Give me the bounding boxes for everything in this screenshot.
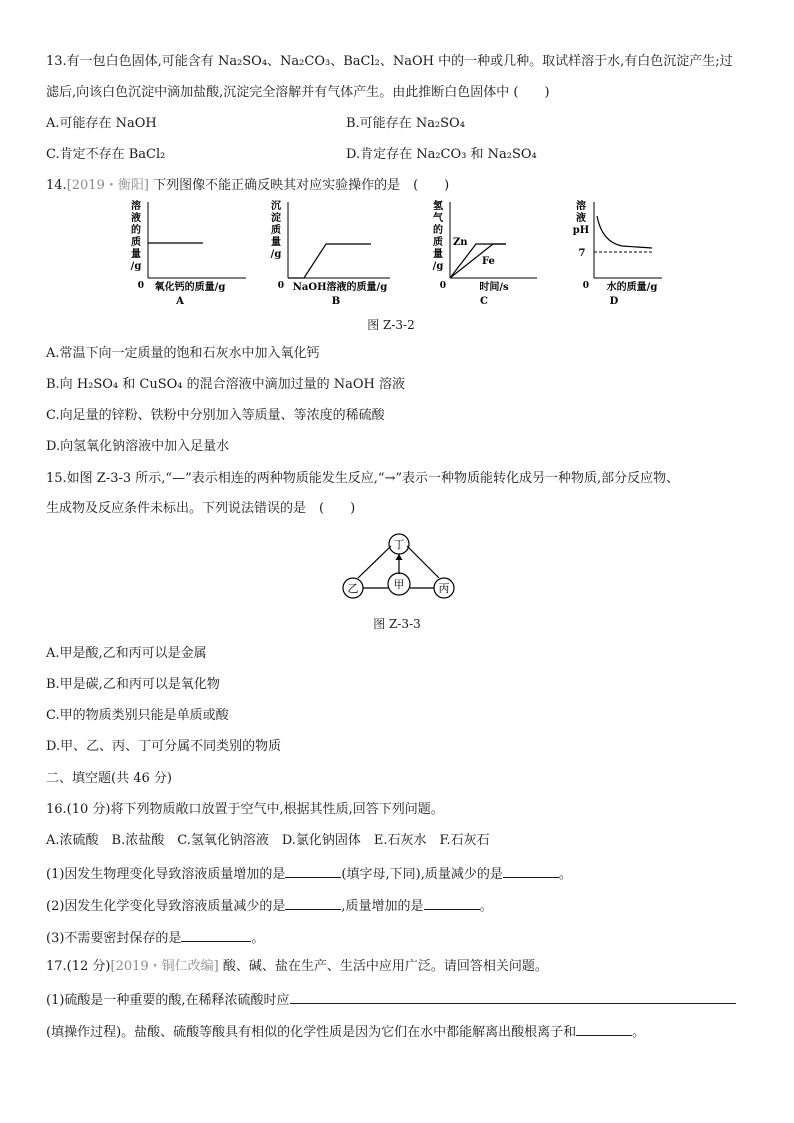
q16-blank-2[interactable]: [503, 864, 559, 878]
figure-z-3-2-caption: 图 Z-3-2: [367, 318, 415, 332]
graph-d-seven: 7: [578, 248, 586, 259]
graph-d-xlabel: 水的质量/g: [606, 282, 658, 293]
graph-b-origin: 0: [277, 281, 284, 291]
graph-c-fe-label: Fe: [482, 256, 495, 267]
graph-c-origin: 0: [439, 281, 446, 291]
graph-c-zn-label: Zn: [453, 237, 468, 248]
node-yi-label: 乙: [347, 582, 359, 595]
q13-options-row2: [46, 146, 756, 164]
graph-a-ylabel-1: 溶: [131, 201, 141, 212]
q16-part-2-text-c: 。: [479, 899, 493, 914]
graph-b-curve: [288, 244, 371, 278]
q13-stem-line1: 13.有一包白色固体,可能含有 Na₂SO₄、Na₂CO₃、BaCl₂、NaOH 中的一种或几种。取试样溶于水,有白色沉淀产生;过: [46, 54, 733, 69]
arrowhead-icon: [396, 554, 403, 560]
graph-b-xlabel: NaOH溶液的质量/g: [292, 282, 388, 293]
q17-source: [2019・铜仁改编]: [110, 959, 219, 974]
graph-d-letter: D: [609, 296, 619, 307]
q16-blank-4[interactable]: [424, 896, 480, 910]
graph-b-ylabel-1: 沉: [271, 201, 281, 212]
graph-c: [430, 198, 540, 308]
q16-part-1: [46, 864, 756, 884]
graph-b-ylabel-3: 质: [271, 225, 281, 236]
q16-part-3-text-a: (3)不需要密封保存的是: [46, 931, 182, 946]
graph-b-ylabel-2: 淀: [271, 213, 281, 224]
graph-a-letter: A: [176, 296, 184, 307]
graph-d-ylabel-3: pH: [572, 225, 590, 236]
q17-stem: [46, 958, 756, 976]
figure-z-3-3-diagram: [336, 526, 460, 606]
graph-b-letter: B: [331, 296, 341, 307]
graph-a-ylabel-6: /g: [130, 261, 142, 272]
graph-c-ylabel-2: 气: [433, 213, 443, 224]
q13-option-c: C.肯定不存在 BaCl₂: [46, 147, 166, 162]
q14-option-c: C.向足量的锌粉、铁粉中分别加入等质量、等浓度的稀硫酸: [46, 408, 385, 423]
graph-a-origin: 0: [137, 281, 144, 291]
q16-blank-3[interactable]: [285, 896, 341, 910]
q17-part-1-text-b: (填操作过程)。盐酸、硫酸等酸具有相似的化学性质是因为它们在水中都能解离出酸根离子和: [46, 1025, 577, 1040]
q17-part-1-text-a: (1)硫酸是一种重要的酸,在稀释浓硫酸时应: [46, 993, 290, 1008]
q15-option-a: A.甲是酸,乙和丙可以是金属: [46, 646, 207, 661]
q16-part-1-text-b: (填字母,下同),质量减少的是: [341, 867, 503, 882]
graph-a-ylabel-5: 量: [131, 249, 141, 260]
q16-part-3-text-b: 。: [251, 931, 265, 946]
q17-blank-1[interactable]: [290, 990, 736, 1004]
q14-source: [2019・衡阳]: [66, 178, 149, 193]
q14-stem-text: 下列图像不能正确反映其对应实验操作的是 ( ): [153, 178, 450, 193]
q14-option-a: A.常温下向一定质量的饱和石灰水中加入氧化钙: [46, 346, 320, 361]
q16-options: A.浓硫酸 B.浓盐酸 C.氢氧化钠溶液 D.氯化钠固体 E.石灰水 F.石灰石: [46, 833, 490, 848]
graph-d-origin: 0: [582, 281, 589, 291]
q17-blank-2[interactable]: [576, 1022, 632, 1036]
section-2-heading: 二、填空题(共 46 分): [46, 771, 172, 786]
q16-part-1-text-a: (1)因发生物理变化导致溶液质量增加的是: [46, 867, 286, 882]
q13-option-b: B.可能存在 Na₂SO₄: [346, 116, 465, 131]
q13-option-a: A.可能存在 NaOH: [46, 116, 157, 131]
node-bing-label: 丙: [438, 582, 450, 595]
graph-d-curve: [597, 216, 652, 248]
q14-option-b: B.向 H₂SO₄ 和 CuSO₄ 的混合溶液中滴加过量的 NaOH 溶液: [46, 377, 406, 392]
graph-a: [128, 198, 248, 308]
q17-number: 17.(12 分): [46, 959, 111, 974]
graph-c-ylabel-1: 氢: [433, 201, 443, 212]
q15-stem-line2: 生成物及反应条件未标出。下列说法错误的是 ( ): [46, 501, 356, 516]
graph-c-ylabel-3: 的: [433, 225, 443, 236]
graph-c-ylabel-5: 量: [433, 249, 443, 260]
graph-c-ylabel-6: /g: [432, 261, 444, 272]
graph-c-letter: C: [480, 296, 488, 307]
q16-part-2-text-b: ,质量增加的是: [341, 899, 424, 914]
graph-c-fe-curve: [450, 244, 506, 278]
q16-part-2: [46, 896, 756, 916]
q17-part-1-line2: [46, 1022, 756, 1042]
graph-d-ylabel-2: 液: [576, 213, 586, 224]
node-ding-label: 丁: [393, 538, 405, 551]
q13-stem-line2: 滤后,向该白色沉淀中滴加盐酸,沉淀完全溶解并有气体产生。由此推断白色固体中 ( ): [46, 85, 550, 100]
figure-z-3-3-caption: 图 Z-3-3: [373, 617, 421, 631]
graph-b-ylabel-4: 量: [271, 237, 281, 248]
q17-part-1-text-c: 。: [632, 1025, 646, 1040]
graph-b: [268, 198, 393, 308]
q16-blank-1[interactable]: [285, 864, 341, 878]
q13-options-row1: [46, 115, 756, 133]
graph-c-xlabel: 时间/s: [479, 282, 509, 293]
graph-d-ylabel-1: 溶: [576, 201, 586, 212]
graph-a-ylabel-4: 质: [131, 237, 141, 248]
q15-stem-line1: 15.如图 Z-3-3 所示,“—”表示相连的两种物质能发生反应,“→”表示一种物质能转化成另一种物质,部分反应物、: [46, 471, 680, 486]
q15-option-b: B.甲是碳,乙和丙可以是氧化物: [46, 677, 220, 692]
q15-option-c: C.甲的物质类别只能是单质或酸: [46, 708, 229, 723]
q15-option-d: D.甲、乙、丙、丁可分属不同类别的物质: [46, 739, 282, 754]
q17-part-1-line1: [46, 990, 756, 1010]
graph-c-ylabel-4: 质: [433, 237, 443, 248]
graph-b-ylabel-5: /g: [270, 249, 282, 260]
q14-stem: [46, 177, 756, 195]
node-jia-label: 甲: [393, 578, 405, 591]
q16-blank-5[interactable]: [181, 928, 251, 942]
edge-ding-yi: [358, 546, 391, 578]
q16-part-1-text-c: 。: [558, 867, 572, 882]
graph-a-ylabel-3: 的: [131, 225, 141, 236]
q16-stem: 16.(10 分)将下列物质敞口放置于空气中,根据其性质,回答下列问题。: [46, 802, 444, 817]
q16-part-2-text-a: (2)因发生化学变化导致溶液质量减少的是: [46, 899, 286, 914]
q16-part-3: [46, 928, 756, 948]
q14-number: 14.: [46, 178, 67, 193]
graph-a-xlabel: 氧化钙的质量/g: [154, 282, 226, 293]
graph-d: [572, 198, 672, 308]
q14-option-d: D.向氢氧化钠溶液中加入足量水: [46, 439, 230, 454]
graph-c-zn-curve: [450, 244, 506, 278]
q17-stem-text: 酸、碱、盐在生产、生活中应用广泛。请回答相关问题。: [222, 959, 548, 974]
graph-a-ylabel-2: 液: [131, 213, 141, 224]
edge-ding-bing: [407, 546, 439, 578]
q13-option-d: D.肯定存在 Na₂CO₃ 和 Na₂SO₄: [346, 147, 537, 162]
